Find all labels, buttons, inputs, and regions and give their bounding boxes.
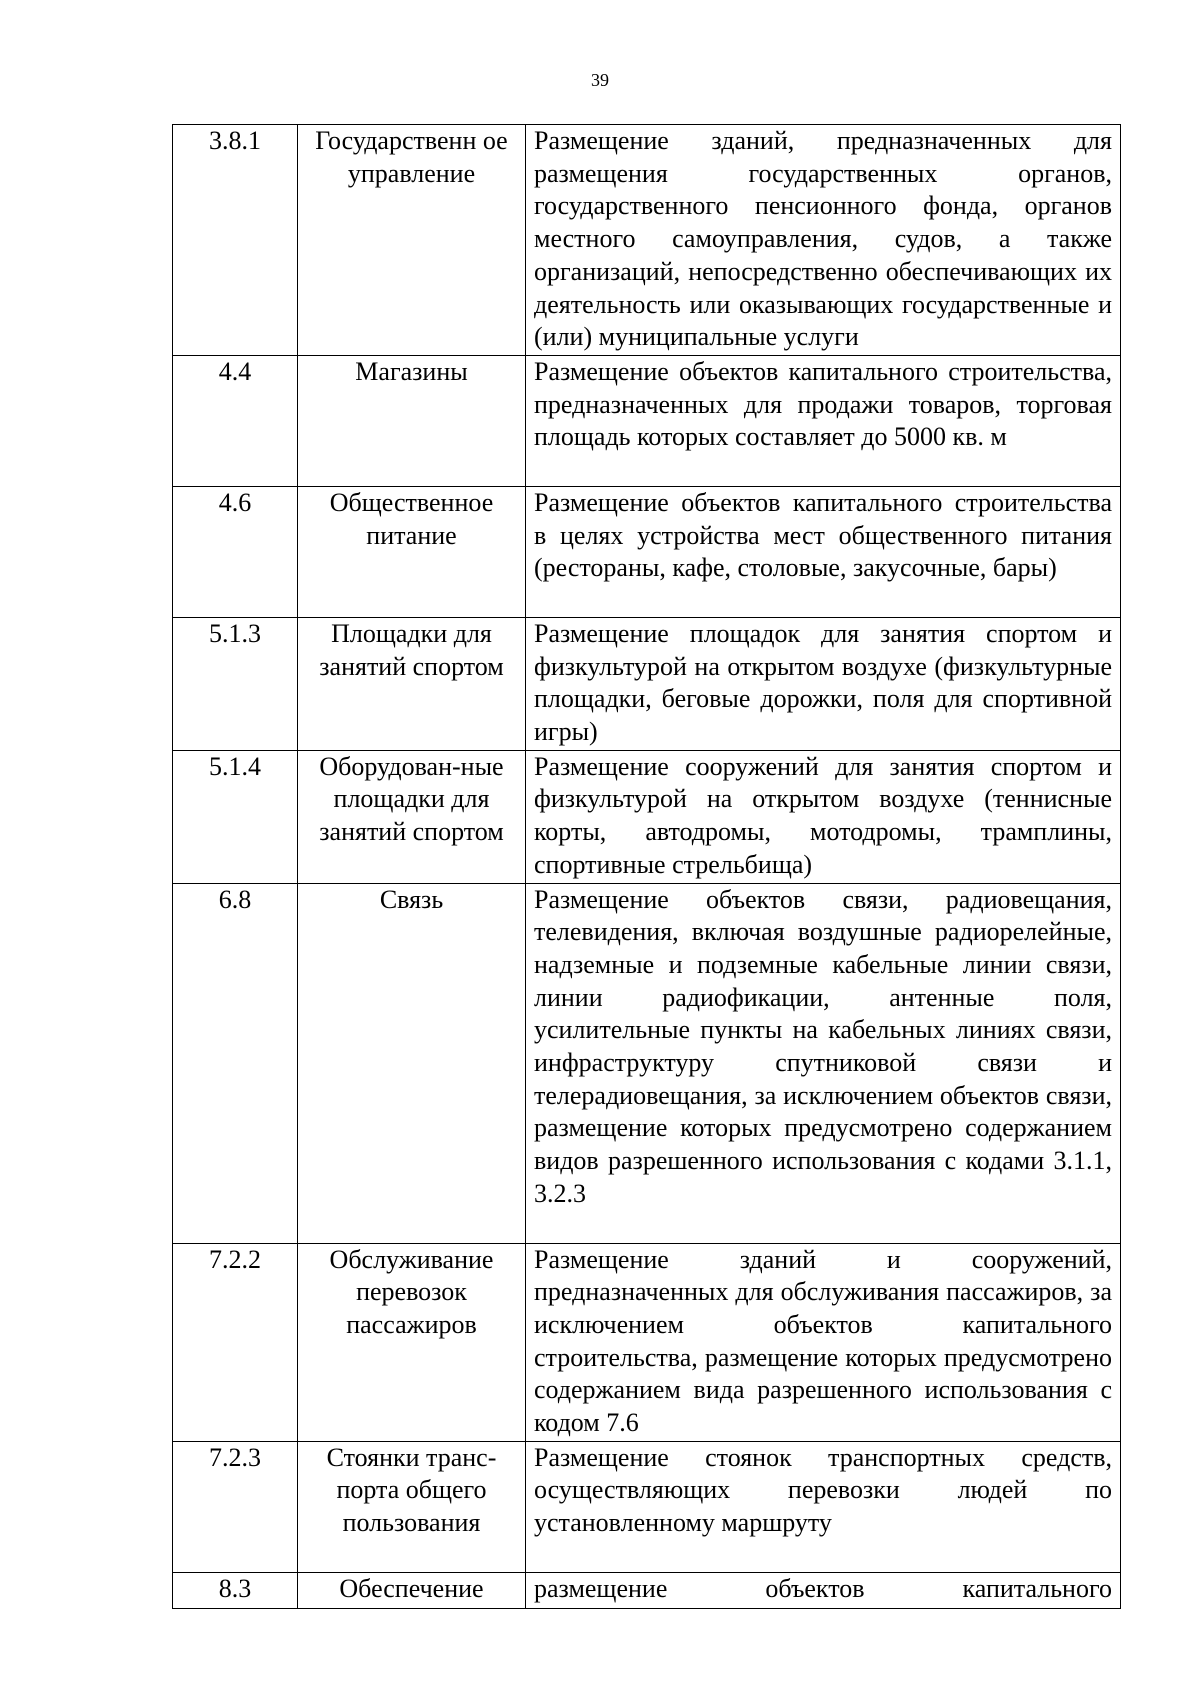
row-code: 4.4 <box>173 355 298 486</box>
row-code: 6.8 <box>173 883 298 1243</box>
table-row <box>173 125 1121 356</box>
row-name: Стоянки транс-порта общего пользования <box>298 1441 526 1572</box>
table-row <box>173 1572 1121 1608</box>
page-number: 39 <box>591 70 609 90</box>
row-code: 7.2.3 <box>173 1441 298 1572</box>
row-description: размещение объектов капитального <box>526 1572 1121 1608</box>
row-description: Размещение стоянок транспортных средств, осуществляющих перевозки людей по установленному маршруту <box>526 1441 1121 1572</box>
row-name: Площадки для занятий спортом <box>298 617 526 750</box>
row-description: Размещение объектов капитального строительства, предназначенных для продажи товаров, торговая площадь которых составляет до 5000 кв. м <box>526 355 1121 486</box>
table-row <box>173 883 1121 1243</box>
row-description: Размещение площадок для занятия спортом и физкультурой на открытом воздухе (физкультурные площадки, беговые дорожки, поля для спортивной игры) <box>526 617 1121 750</box>
table-row <box>173 355 1121 486</box>
row-name: Связь <box>298 883 526 1243</box>
row-description: Размещение зданий, предназначенных для размещения государственных органов, государственного пенсионного фонда, органов местного самоуправления, судов, а также организаций, непосредственно обеспечивающих их деятельность или оказывающих государственные и (или) муниципальные услуги <box>526 125 1121 356</box>
row-name: Оборудован-ные площадки для занятий спортом <box>298 750 526 883</box>
row-description: Размещение зданий и сооружений, предназначенных для обслуживания пассажиров, за исключением объектов капитального строительства, размещение которых предусмотрено содержанием вида разрешенного использования с кодом 7.6 <box>526 1243 1121 1441</box>
table-row <box>173 750 1121 883</box>
row-code: 8.3 <box>173 1572 298 1608</box>
table-row <box>173 486 1121 617</box>
table-row <box>173 1441 1121 1572</box>
row-code: 5.1.3 <box>173 617 298 750</box>
row-name: Общественное питание <box>298 486 526 617</box>
row-code: 7.2.2 <box>173 1243 298 1441</box>
row-description: Размещение объектов капитального строительства в целях устройства мест общественного питания (рестораны, кафе, столовые, закусочные, бары) <box>526 486 1121 617</box>
table-row <box>173 1243 1121 1441</box>
row-name: Обслуживание перевозок пассажиров <box>298 1243 526 1441</box>
row-name: Обеспечение <box>298 1572 526 1608</box>
row-name: Магазины <box>298 355 526 486</box>
row-description: Размещение сооружений для занятия спортом и физкультурой на открытом воздухе (теннисные корты, автодромы, мотодромы, трамплины, спортивные стрельбища) <box>526 750 1121 883</box>
row-code: 5.1.4 <box>173 750 298 883</box>
land-use-table <box>172 124 1121 1609</box>
row-name: Государственн ое управление <box>298 125 526 356</box>
row-description: Размещение объектов связи, радиовещания, телевидения, включая воздушные радиорелейные, надземные и подземные кабельные линии связи, линии радиофикации, антенные поля, усилительные пункты на кабельных линиях связи, инфраструктуру спутниковой связи и телерадиовещания, за исключением объектов связи, размещение которых предусмотрено содержанием видов разрешенного использования с кодами 3.1.1, 3.2.3 <box>526 883 1121 1243</box>
row-code: 3.8.1 <box>173 125 298 356</box>
table-row <box>173 617 1121 750</box>
row-code: 4.6 <box>173 486 298 617</box>
